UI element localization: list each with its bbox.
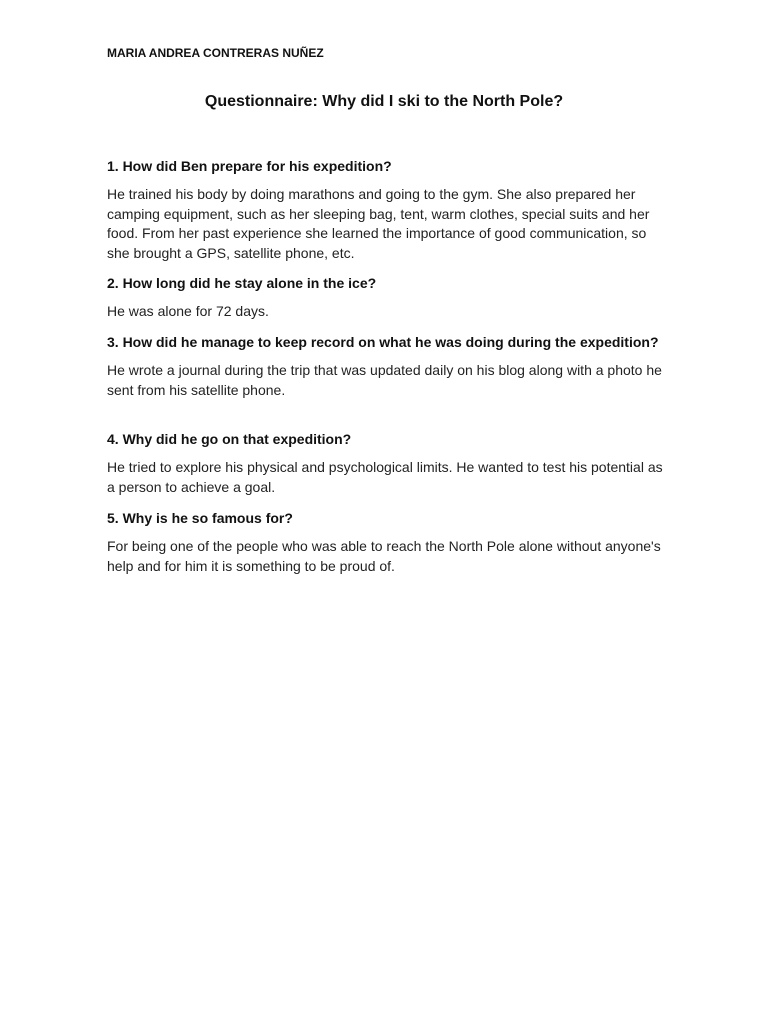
answer-text: He tried to explore his physical and psychological limits. He wanted to test his potential as a person to achieve a goal. [107,459,663,495]
answer-text: He trained his body by doing marathons and going to the gym. She also prepared her camping equipment, such as her sleeping bag, tent, warm clothes, special suits and her food. From her past experience she learned the importance of good communication, so she brought a GPS, satellite phone, etc. [107,186,650,261]
answer-text: He wrote a journal during the trip that was updated daily on his blog along with a photo he sent from his satellite phone. [107,362,662,398]
question-block [107,430,667,497]
question-block [107,274,667,322]
question-text: 4. Why did he go on that expedition? [107,431,352,447]
answer-text: He was alone for 72 days. [107,303,269,319]
question-text: 1. How did Ben prepare for his expedition? [107,158,392,174]
author-name: MARIA ANDREA CONTRERAS NUÑEZ [107,46,324,60]
question-block [107,333,667,400]
question-text: 3. How did he manage to keep record on what he was doing during the expedition? [107,334,659,350]
question-text: 5. Why is he so famous for? [107,510,293,526]
question-text: 2. How long did he stay alone in the ice? [107,275,377,291]
answer-text: For being one of the people who was able to reach the North Pole alone without anyone's help and for him it is something to be proud of. [107,538,661,574]
question-block [107,509,667,576]
question-block [107,157,667,263]
document-title: Questionnaire: Why did I ski to the North Pole? [204,93,564,110]
